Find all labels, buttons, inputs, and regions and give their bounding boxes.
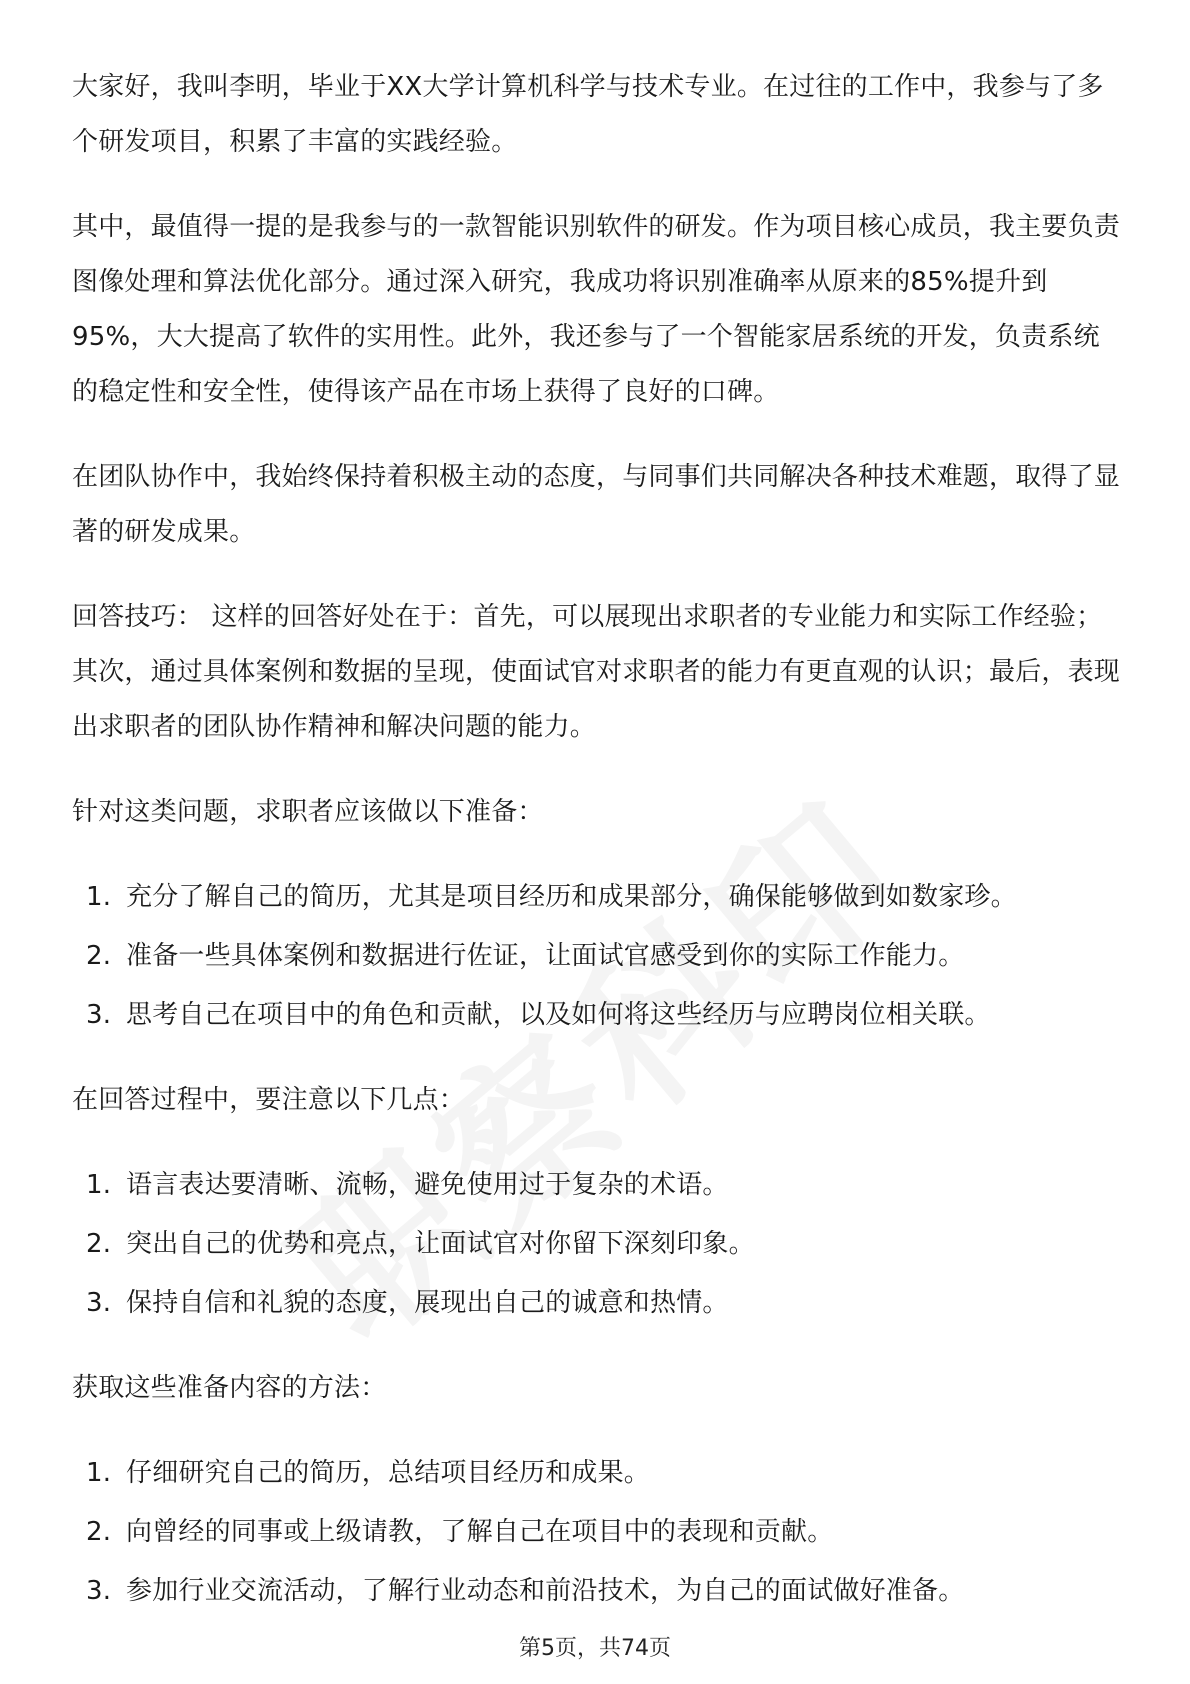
list-item-text: 准备一些具体案例和数据进行佐证，让面试官感受到你的实际工作能力。 (126, 941, 965, 971)
preparation-list (72, 870, 1122, 1043)
list-item (72, 1158, 1122, 1213)
list-item-text: 保持自信和礼貌的态度，展现出自己的诚意和热情。 (126, 1288, 729, 1318)
list-number: 3. (86, 1288, 112, 1318)
list-item-text: 思考自己在项目中的角色和贡献，以及如何将这些经历与应聘岗位相关联。 (126, 1000, 991, 1030)
paragraph-teamwork: 在团队协作中，我始终保持着积极主动的态度，与同事们共同解决各种技术难题，取得了显著的研发成果。 (72, 462, 1121, 547)
list-number: 1. (86, 1170, 112, 1200)
list-number: 2. (86, 941, 112, 971)
list-number: 2. (86, 1517, 112, 1547)
methods-list (72, 1446, 1122, 1619)
list-item (72, 1446, 1122, 1501)
list-item (72, 1276, 1122, 1331)
page-footer: 第5页，共74页 (519, 1636, 671, 1661)
list-item-text: 突出自己的优势和亮点，让面试官对你留下深刻印象。 (126, 1229, 755, 1259)
attention-list (72, 1158, 1122, 1331)
list-item (72, 1564, 1122, 1619)
list-number: 2. (86, 1229, 112, 1259)
list-item (72, 988, 1122, 1043)
list-number: 3. (86, 1576, 112, 1606)
list-number: 1. (86, 882, 112, 912)
section-heading-methods: 获取这些准备内容的方法： (72, 1373, 387, 1403)
list-item (72, 929, 1122, 984)
list-item-text: 向曾经的同事或上级请教，了解自己在项目中的表现和贡献。 (126, 1517, 834, 1547)
section-heading-preparation: 针对这类问题，求职者应该做以下准备： (72, 797, 544, 827)
list-item-text: 充分了解自己的简历，尤其是项目经历和成果部分，确保能够做到如数家珍。 (126, 882, 1017, 912)
paragraph-tips: 回答技巧： 这样的回答好处在于：首先，可以展现出求职者的专业能力和实际工作经验；其次，通过具体案例和数据的呈现，使面试官对求职者的能力有更直观的认识；最后，表现出求职者的团队协作精神和解决问题的能力。 (72, 602, 1121, 742)
paragraph-project: 其中，最值得一提的是我参与的一款智能识别软件的研发。作为项目核心成员，我主要负责图像处理和算法优化部分。通过深入研究，我成功将识别准确率从原来的85%提升到95%，大大提高了软件的实用性。此外，我还参与了一个智能家居系统的开发，负责系统的稳定性和安全性，使得该产品在市场上获得了良好的口碑。 (72, 212, 1121, 407)
list-item (72, 870, 1122, 925)
list-item-text: 参加行业交流活动，了解行业动态和前沿技术，为自己的面试做好准备。 (126, 1576, 965, 1606)
section-heading-attention: 在回答过程中，要注意以下几点： (72, 1085, 466, 1115)
list-number: 1. (86, 1458, 112, 1488)
list-number: 3. (86, 1000, 112, 1030)
list-item (72, 1217, 1122, 1272)
list-item-text: 仔细研究自己的简历，总结项目经历和成果。 (126, 1458, 651, 1488)
list-item (72, 1505, 1122, 1560)
paragraph-intro: 大家好，我叫李明，毕业于XX大学计算机科学与技术专业。在过往的工作中，我参与了多个研发项目，积累了丰富的实践经验。 (72, 72, 1104, 157)
document-body (72, 60, 1122, 1649)
list-item-text: 语言表达要清晰、流畅，避免使用过于复杂的术语。 (126, 1170, 729, 1200)
